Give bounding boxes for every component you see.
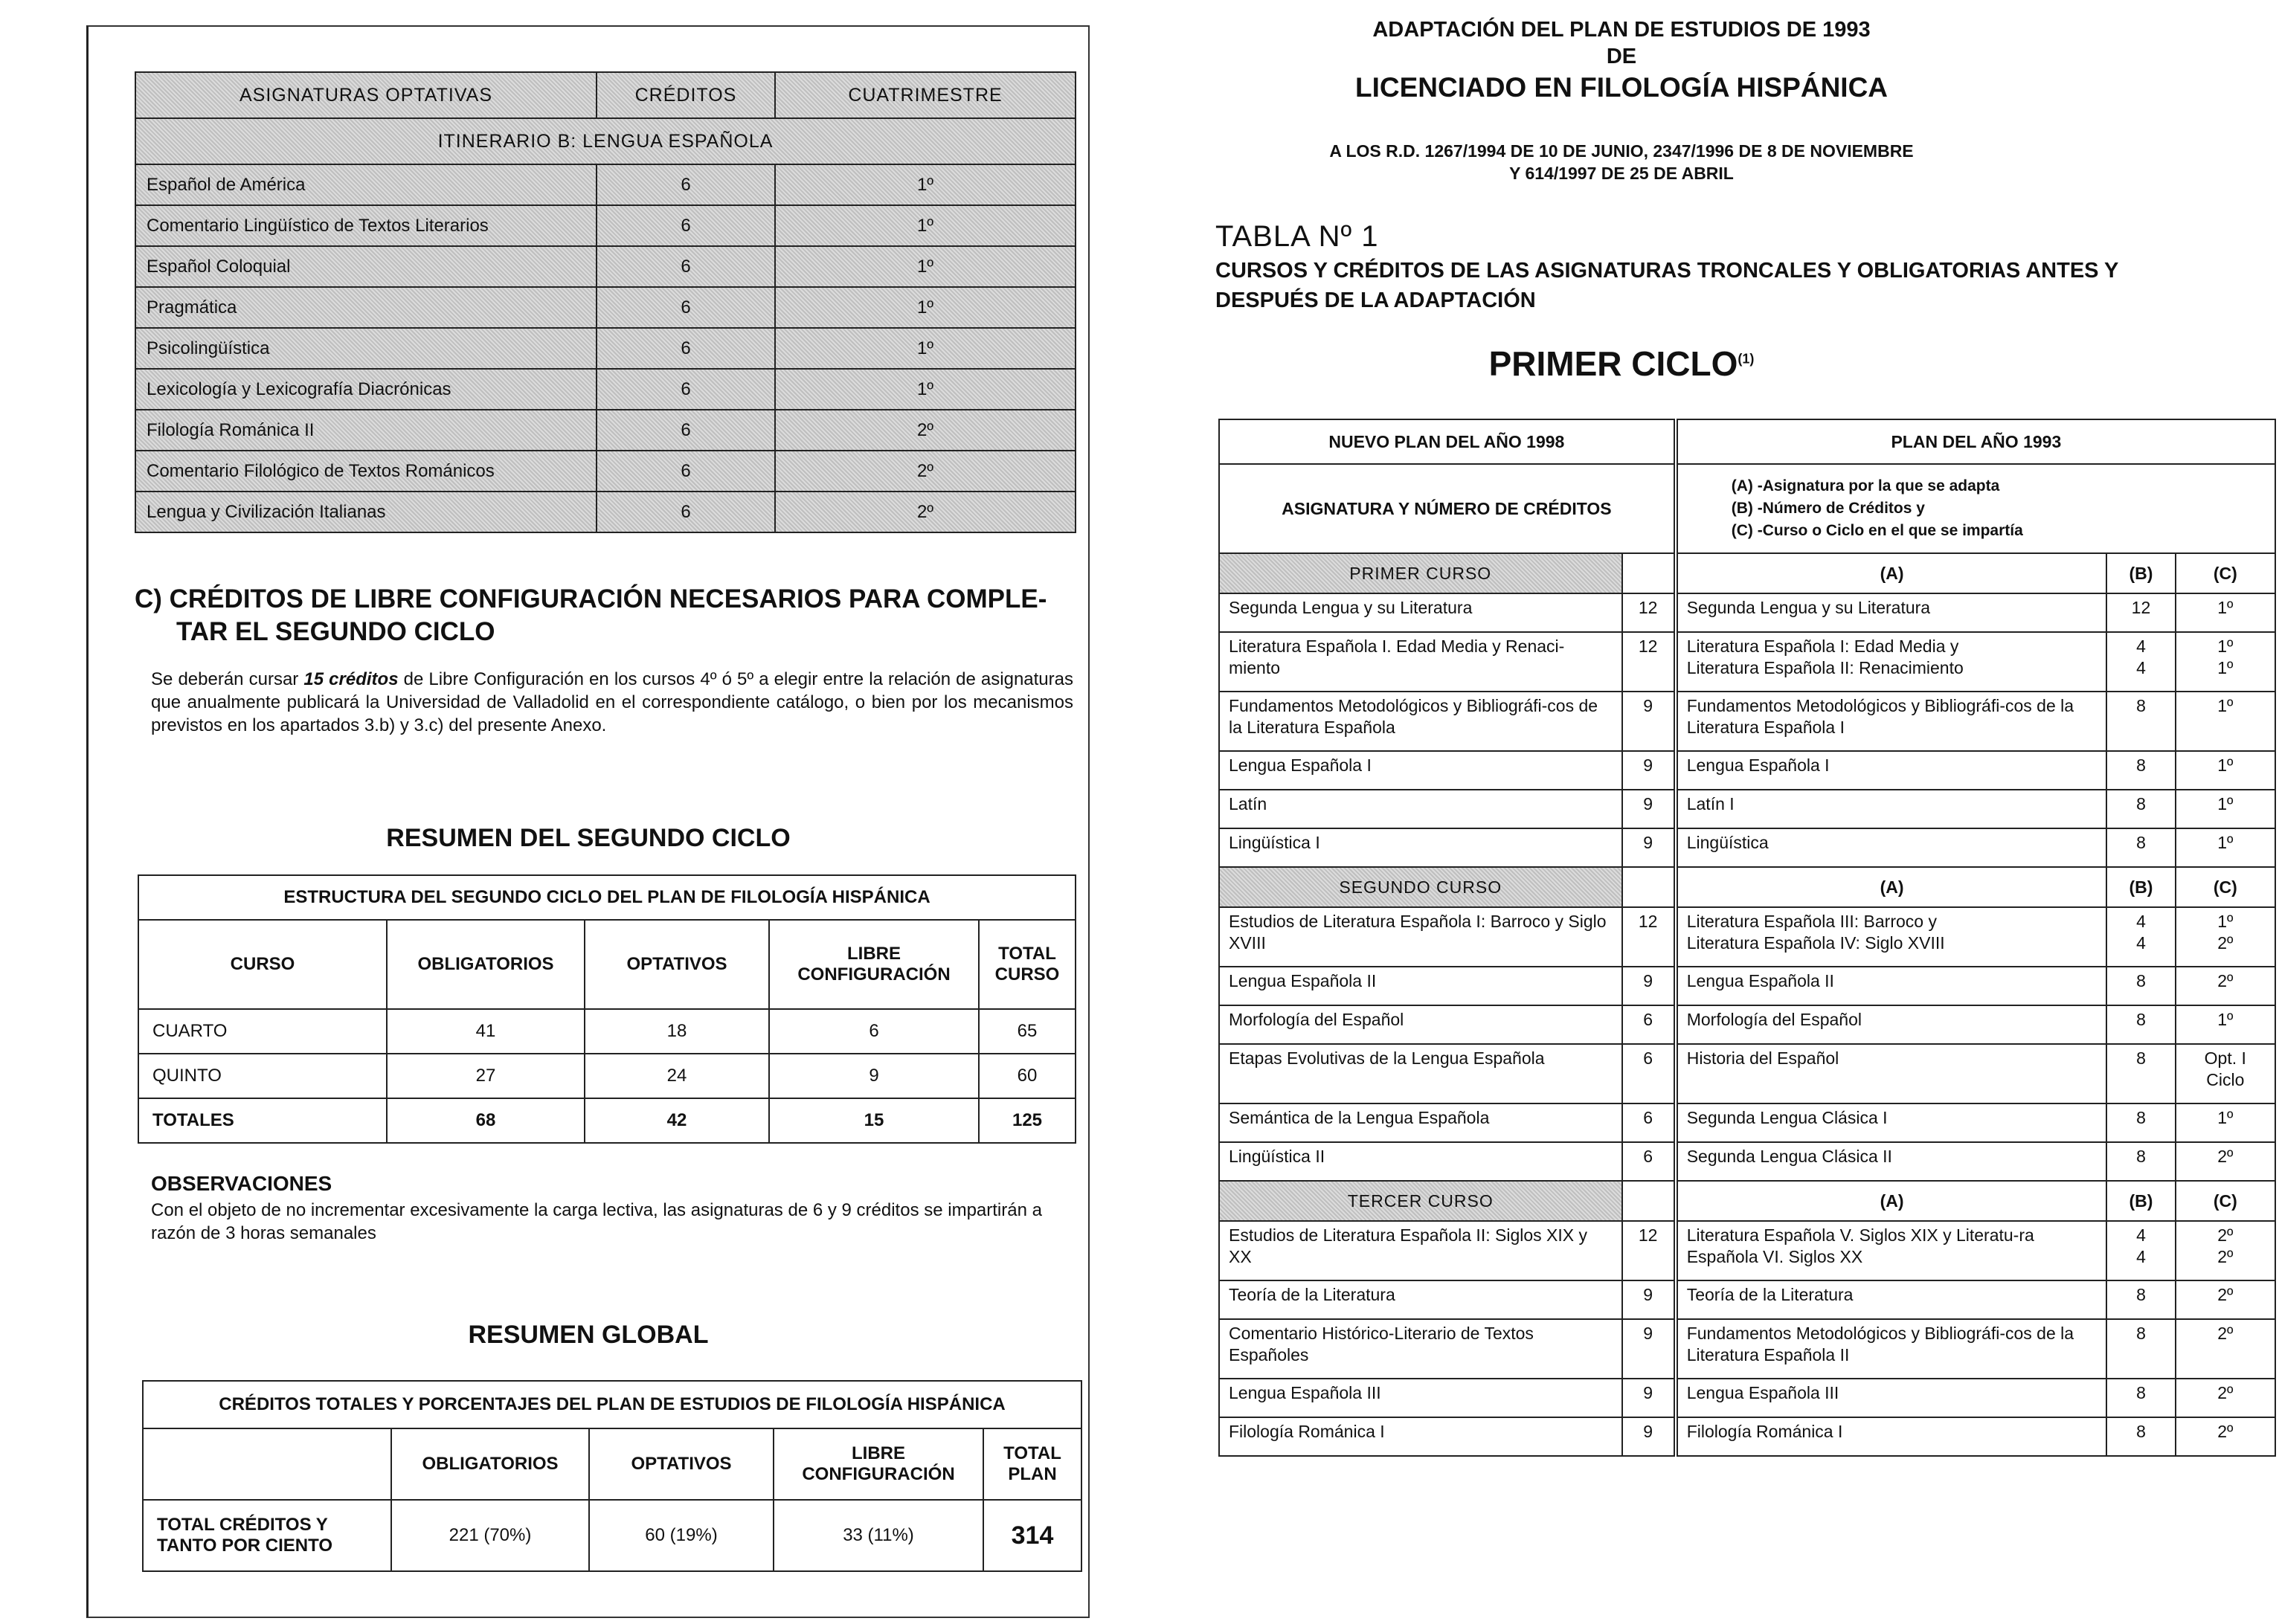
adaptation-row bbox=[1219, 1417, 2275, 1456]
curso-value: 42 bbox=[585, 1098, 769, 1143]
asignatura-1993: Lengua Española I bbox=[1676, 751, 2107, 790]
legend-b: (B) -Número de Créditos y bbox=[1731, 500, 1925, 517]
paragraph-emphasis: 15 créditos bbox=[303, 669, 399, 689]
legend-c: (C) -Curso o Ciclo en el que se impartía bbox=[1731, 522, 2023, 539]
header-line2: DE bbox=[1606, 45, 1637, 68]
resumen-segundo-header-row bbox=[138, 920, 1076, 1009]
creditos-nueva: 9 bbox=[1622, 967, 1676, 1005]
adaptation-row bbox=[1219, 1142, 2275, 1181]
optativa-row bbox=[135, 205, 1076, 246]
creditos-1993: 8 bbox=[2106, 1103, 2175, 1142]
creditos-1993: 8 bbox=[2106, 692, 2175, 751]
asignatura-1993: Fundamentos Metodológicos y Bibliográfi-cos de la Literatura Española II bbox=[1676, 1319, 2107, 1379]
total-obligatorios: 221 (70%) bbox=[391, 1500, 589, 1571]
col-c-header: (C) bbox=[2176, 867, 2275, 907]
total-label: TOTAL CRÉDITOS Y TANTO POR CIENTO bbox=[143, 1500, 391, 1571]
col-c-header: (C) bbox=[2176, 1181, 2275, 1221]
curso-1993: 2º 2º bbox=[2176, 1221, 2275, 1280]
adaptation-row bbox=[1219, 632, 2275, 692]
doc-header bbox=[1205, 16, 2038, 106]
asignatura-1993: Historia del Español bbox=[1676, 1044, 2107, 1103]
hdr-total-g: TOTAL PLAN bbox=[983, 1428, 1081, 1500]
itinerario-label: ITINERARIO B: LENGUA ESPAÑOLA bbox=[135, 118, 1076, 164]
creditos-1993: 8 bbox=[2106, 1142, 2175, 1181]
observaciones-title: OBSERVACIONES bbox=[151, 1172, 332, 1195]
group-name: PRIMER CURSO bbox=[1219, 553, 1622, 593]
asignatura-1993: Segunda Lengua Clásica I bbox=[1676, 1103, 2107, 1142]
section-c-paragraph bbox=[151, 668, 1073, 737]
optativa-row bbox=[135, 164, 1076, 205]
curso-value: 18 bbox=[585, 1009, 769, 1054]
asignatura-nueva: Lengua Española II bbox=[1219, 967, 1622, 1005]
creditos-nueva: 9 bbox=[1622, 1417, 1676, 1456]
adaptation-row bbox=[1219, 692, 2275, 751]
curso-1993: 1º bbox=[2176, 790, 2275, 828]
optativa-row bbox=[135, 410, 1076, 451]
asignatura-nueva: Semántica de la Lengua Española bbox=[1219, 1103, 1622, 1142]
tabla-subtitle-line1: CURSOS Y CRÉDITOS DE LAS ASIGNATURAS TRONCALES Y OBLIGATORIAS ANTES Y bbox=[1215, 259, 2119, 283]
tabla-subtitle bbox=[1215, 256, 2279, 315]
asignatura-nueva: Estudios de Literatura Española II: Siglos XIX y XX bbox=[1219, 1221, 1622, 1280]
creditos-1993: 4 4 bbox=[2106, 632, 2175, 692]
optativa-cuatrimestre: 1º bbox=[775, 328, 1076, 369]
asignatura-nueva: Estudios de Literatura Española I: Barroco y Siglo XVIII bbox=[1219, 907, 1622, 967]
adaptation-row bbox=[1219, 907, 2275, 967]
optativa-cuatrimestre: 1º bbox=[775, 205, 1076, 246]
tabla-1-body bbox=[1219, 553, 2275, 1456]
creditos-nueva: 9 bbox=[1622, 828, 1676, 867]
legend-a: (A) -Asignatura por la que se adapta bbox=[1731, 477, 2000, 494]
hdr-obligatorios-g: OBLIGATORIOS bbox=[391, 1428, 589, 1500]
creditos-1993: 8 bbox=[2106, 790, 2175, 828]
rd-line1: A LOS R.D. 1267/1994 DE 10 DE JUNIO, 2347/1996 DE 8 DE NOVIEMBRE bbox=[1329, 141, 1914, 161]
col-header-cuatrimestre: CUATRIMESTRE bbox=[775, 72, 1076, 118]
creditos-1993: 8 bbox=[2106, 751, 2175, 790]
group-spacer bbox=[1622, 553, 1676, 593]
resumen-segundo-body bbox=[138, 1009, 1076, 1143]
resumen-global-title: RESUMEN GLOBAL bbox=[468, 1321, 709, 1349]
left-page bbox=[86, 25, 1090, 1618]
ciclo-footnote: (1) bbox=[1738, 351, 1755, 367]
rd-lines bbox=[1205, 140, 2038, 184]
curso-value: 9 bbox=[769, 1054, 979, 1098]
curso-1993: Opt. I Ciclo bbox=[2176, 1044, 2275, 1103]
right-page bbox=[1205, 0, 2279, 1624]
curso-value: 65 bbox=[979, 1009, 1076, 1054]
asignatura-nueva: Morfología del Español bbox=[1219, 1005, 1622, 1044]
curso-row bbox=[138, 1098, 1076, 1143]
group-header-row bbox=[1219, 553, 2275, 593]
resumen-global-caption: CRÉDITOS TOTALES Y PORCENTAJES DEL PLAN DE ESTUDIOS DE FILOLOGÍA HISPÁNICA bbox=[143, 1381, 1081, 1428]
curso-value: 125 bbox=[979, 1098, 1076, 1143]
asignatura-nueva: Lingüística II bbox=[1219, 1142, 1622, 1181]
optativa-creditos: 6 bbox=[597, 164, 775, 205]
curso-1993: 1º bbox=[2176, 692, 2275, 751]
resumen-segundo-title: RESUMEN DEL SEGUNDO CICLO bbox=[386, 824, 791, 852]
optativa-creditos: 6 bbox=[597, 328, 775, 369]
optativa-cuatrimestre: 2º bbox=[775, 410, 1076, 451]
optativa-name: Comentario Lingüístico de Textos Literarios bbox=[135, 205, 597, 246]
optativa-name: Lexicología y Lexicografía Diacrónicas bbox=[135, 369, 597, 410]
resumen-segundo-table bbox=[138, 874, 1076, 1144]
resumen-global-row bbox=[143, 1500, 1081, 1571]
optativa-creditos: 6 bbox=[597, 410, 775, 451]
optativas-body bbox=[135, 164, 1076, 532]
adaptation-row bbox=[1219, 751, 2275, 790]
curso-1993: 2º bbox=[2176, 1319, 2275, 1379]
optativa-row bbox=[135, 369, 1076, 410]
optativa-row bbox=[135, 328, 1076, 369]
optativas-header-row bbox=[135, 72, 1076, 118]
section-c-title bbox=[135, 583, 1072, 648]
asignatura-1993: Literatura Española III: Barroco y Literatura Española IV: Siglo XVIII bbox=[1676, 907, 2107, 967]
curso-1993: 1º bbox=[2176, 751, 2275, 790]
optativa-name: Filología Románica II bbox=[135, 410, 597, 451]
asignatura-nueva: Lingüística I bbox=[1219, 828, 1622, 867]
curso-1993: 1º 1º bbox=[2176, 632, 2275, 692]
curso-1993: 1º bbox=[2176, 1103, 2275, 1142]
adaptation-row bbox=[1219, 593, 2275, 632]
curso-1993: 2º bbox=[2176, 967, 2275, 1005]
hdr-optativos-g: OPTATIVOS bbox=[589, 1428, 774, 1500]
resumen-segundo-caption: ESTRUCTURA DEL SEGUNDO CICLO DEL PLAN DE FILOLOGÍA HISPÁNICA bbox=[138, 875, 1076, 920]
tabla-1 bbox=[1218, 419, 2276, 1457]
creditos-1993: 8 bbox=[2106, 828, 2175, 867]
optativa-name: Comentario Filológico de Textos Románicos bbox=[135, 451, 597, 492]
creditos-nueva: 6 bbox=[1622, 1103, 1676, 1142]
creditos-nueva: 6 bbox=[1622, 1142, 1676, 1181]
asignatura-nueva: Comentario Histórico-Literario de Textos Españoles bbox=[1219, 1319, 1622, 1379]
total-plan: 314 bbox=[983, 1500, 1081, 1571]
adaptation-row bbox=[1219, 1319, 2275, 1379]
tabla-title: TABLA Nº 1 bbox=[1215, 220, 1379, 253]
hdr-optativos: OPTATIVOS bbox=[585, 920, 769, 1009]
col-header-creditos: CRÉDITOS bbox=[597, 72, 775, 118]
adaptation-row bbox=[1219, 1221, 2275, 1280]
group-header-row bbox=[1219, 1181, 2275, 1221]
header-line3: LICENCIADO EN FILOLOGÍA HISPÁNICA bbox=[1354, 72, 1889, 103]
adaptation-row bbox=[1219, 967, 2275, 1005]
creditos-nueva: 9 bbox=[1622, 692, 1676, 751]
ciclo-text: PRIMER CICLO bbox=[1488, 344, 1738, 383]
asignatura-nueva: Literatura Española I. Edad Media y Renaci-miento bbox=[1219, 632, 1622, 692]
optativas-table bbox=[135, 71, 1076, 533]
nuevo-plan-header: NUEVO PLAN DEL AÑO 1998 bbox=[1219, 419, 1676, 464]
creditos-nueva: 9 bbox=[1622, 1319, 1676, 1379]
section-c-title-line1: C) CRÉDITOS DE LIBRE CONFIGURACIÓN NECESARIOS PARA COMPLE- bbox=[135, 584, 1047, 613]
asignatura-1993: Literatura Española I: Edad Media y Literatura Española II: Renacimiento bbox=[1676, 632, 2107, 692]
creditos-nueva: 12 bbox=[1622, 907, 1676, 967]
group-header-row bbox=[1219, 867, 2275, 907]
observaciones-text: Con el objeto de no incrementar excesivamente la carga lectiva, las asignaturas de 6 y 9 créditos se impartirán a razón de 3 horas semanales bbox=[151, 1200, 1042, 1243]
creditos-1993: 8 bbox=[2106, 1005, 2175, 1044]
creditos-nueva: 9 bbox=[1622, 1379, 1676, 1417]
curso-1993: 1º bbox=[2176, 828, 2275, 867]
asignatura-1993: Lengua Española II bbox=[1676, 967, 2107, 1005]
asignatura-1993: Latín I bbox=[1676, 790, 2107, 828]
observaciones-block bbox=[151, 1172, 1073, 1245]
resumen-global-table bbox=[142, 1380, 1082, 1572]
asignatura-1993: Filología Románica I bbox=[1676, 1417, 2107, 1456]
hdr-empty bbox=[143, 1428, 391, 1500]
optativa-name: Lengua y Civilización Italianas bbox=[135, 492, 597, 532]
rd-line2: Y 614/1997 DE 25 DE ABRIL bbox=[1509, 164, 1734, 183]
creditos-1993: 8 bbox=[2106, 1044, 2175, 1103]
curso-row bbox=[138, 1054, 1076, 1098]
curso-1993: 1º bbox=[2176, 593, 2275, 632]
col-a-header: (A) bbox=[1676, 553, 2107, 593]
curso-row bbox=[138, 1009, 1076, 1054]
creditos-nueva: 9 bbox=[1622, 1280, 1676, 1319]
adaptation-row bbox=[1219, 828, 2275, 867]
creditos-1993: 8 bbox=[2106, 1319, 2175, 1379]
plan-header-row bbox=[1219, 419, 2275, 464]
creditos-nueva: 12 bbox=[1622, 632, 1676, 692]
optativa-cuatrimestre: 2º bbox=[775, 492, 1076, 532]
creditos-1993: 12 bbox=[2106, 593, 2175, 632]
curso-value: 27 bbox=[387, 1054, 585, 1098]
adaptation-row bbox=[1219, 1280, 2275, 1319]
optativa-name: Pragmática bbox=[135, 287, 597, 328]
creditos-nueva: 6 bbox=[1622, 1005, 1676, 1044]
optativa-row bbox=[135, 246, 1076, 287]
curso-value: 68 bbox=[387, 1098, 585, 1143]
asignatura-1993: Morfología del Español bbox=[1676, 1005, 2107, 1044]
col-b-header: (B) bbox=[2106, 553, 2175, 593]
optativa-name: Español de América bbox=[135, 164, 597, 205]
col-b-header: (B) bbox=[2106, 1181, 2175, 1221]
optativa-row bbox=[135, 287, 1076, 328]
asignatura-nueva: Lengua Española III bbox=[1219, 1379, 1622, 1417]
optativa-creditos: 6 bbox=[597, 369, 775, 410]
header-line1: ADAPTACIÓN DEL PLAN DE ESTUDIOS DE 1993 bbox=[1372, 18, 1871, 42]
creditos-1993: 8 bbox=[2106, 1280, 2175, 1319]
col-a-header: (A) bbox=[1676, 1181, 2107, 1221]
ciclo-title bbox=[1205, 344, 2038, 384]
tabla-subtitle-line2: DESPUÉS DE LA ADAPTACIÓN bbox=[1215, 289, 1536, 312]
adaptation-row bbox=[1219, 1103, 2275, 1142]
hdr-libre: LIBRE CONFIGURACIÓN bbox=[769, 920, 979, 1009]
creditos-1993: 8 bbox=[2106, 967, 2175, 1005]
col-b-header: (B) bbox=[2106, 867, 2175, 907]
asignatura-1993: Teoría de la Literatura bbox=[1676, 1280, 2107, 1319]
creditos-nueva: 12 bbox=[1622, 593, 1676, 632]
optativa-cuatrimestre: 1º bbox=[775, 164, 1076, 205]
optativa-row bbox=[135, 492, 1076, 532]
legend-row bbox=[1219, 464, 2275, 553]
asignatura-nueva: Etapas Evolutivas de la Lengua Española bbox=[1219, 1044, 1622, 1103]
asignatura-1993: Literatura Española V. Siglos XIX y Literatu-ra Española VI. Siglos XX bbox=[1676, 1221, 2107, 1280]
optativa-creditos: 6 bbox=[597, 287, 775, 328]
total-libre: 33 (11%) bbox=[774, 1500, 983, 1571]
optativa-name: Psicolingüística bbox=[135, 328, 597, 369]
hdr-curso: CURSO bbox=[138, 920, 387, 1009]
curso-1993: 1º bbox=[2176, 1005, 2275, 1044]
plan-1993-header: PLAN DEL AÑO 1993 bbox=[1676, 419, 2275, 464]
curso-1993: 2º bbox=[2176, 1280, 2275, 1319]
asignatura-nueva: Lengua Española I bbox=[1219, 751, 1622, 790]
asignatura-nueva: Segunda Lengua y su Literatura bbox=[1219, 593, 1622, 632]
curso-1993: 2º bbox=[2176, 1142, 2275, 1181]
adaptation-row bbox=[1219, 1044, 2275, 1103]
asignatura-1993: Lingüística bbox=[1676, 828, 2107, 867]
optativa-cuatrimestre: 1º bbox=[775, 246, 1076, 287]
curso-value: 6 bbox=[769, 1009, 979, 1054]
curso-value: 41 bbox=[387, 1009, 585, 1054]
creditos-1993: 8 bbox=[2106, 1417, 2175, 1456]
group-name: SEGUNDO CURSO bbox=[1219, 867, 1622, 907]
col-header-asignaturas: ASIGNATURAS OPTATIVAS bbox=[135, 72, 597, 118]
creditos-nueva: 9 bbox=[1622, 790, 1676, 828]
asignatura-nueva: Teoría de la Literatura bbox=[1219, 1280, 1622, 1319]
adaptation-row bbox=[1219, 1379, 2275, 1417]
optativa-creditos: 6 bbox=[597, 246, 775, 287]
creditos-nueva: 9 bbox=[1622, 751, 1676, 790]
legend-cell bbox=[1676, 464, 2275, 553]
asignatura-1993: Lengua Española III bbox=[1676, 1379, 2107, 1417]
col-c-header: (C) bbox=[2176, 553, 2275, 593]
section-c-title-line2: TAR EL SEGUNDO CICLO bbox=[176, 617, 495, 646]
hdr-libre-g: LIBRE CONFIGURACIÓN bbox=[774, 1428, 983, 1500]
asignatura-1993: Segunda Lengua y su Literatura bbox=[1676, 593, 2107, 632]
curso-name: TOTALES bbox=[138, 1098, 387, 1143]
creditos-1993: 4 4 bbox=[2106, 907, 2175, 967]
total-optativos: 60 (19%) bbox=[589, 1500, 774, 1571]
creditos-1993: 8 bbox=[2106, 1379, 2175, 1417]
curso-value: 15 bbox=[769, 1098, 979, 1143]
hdr-obligatorios: OBLIGATORIOS bbox=[387, 920, 585, 1009]
curso-name: CUARTO bbox=[138, 1009, 387, 1054]
adaptation-row bbox=[1219, 1005, 2275, 1044]
curso-name: QUINTO bbox=[138, 1054, 387, 1098]
group-spacer bbox=[1622, 867, 1676, 907]
itinerario-row bbox=[135, 118, 1076, 164]
group-name: TERCER CURSO bbox=[1219, 1181, 1622, 1221]
creditos-1993: 4 4 bbox=[2106, 1221, 2175, 1280]
optativa-creditos: 6 bbox=[597, 451, 775, 492]
creditos-nueva: 6 bbox=[1622, 1044, 1676, 1103]
optativa-name: Español Coloquial bbox=[135, 246, 597, 287]
optativa-cuatrimestre: 1º bbox=[775, 287, 1076, 328]
optativa-creditos: 6 bbox=[597, 205, 775, 246]
creditos-nueva: 12 bbox=[1622, 1221, 1676, 1280]
optativa-creditos: 6 bbox=[597, 492, 775, 532]
adaptation-row bbox=[1219, 790, 2275, 828]
curso-1993: 1º 2º bbox=[2176, 907, 2275, 967]
curso-1993: 2º bbox=[2176, 1417, 2275, 1456]
optativa-row bbox=[135, 451, 1076, 492]
curso-1993: 2º bbox=[2176, 1379, 2275, 1417]
asignatura-1993: Segunda Lengua Clásica II bbox=[1676, 1142, 2107, 1181]
optativa-cuatrimestre: 1º bbox=[775, 369, 1076, 410]
resumen-global-header-row bbox=[143, 1428, 1081, 1500]
col-a-header: (A) bbox=[1676, 867, 2107, 907]
optativa-cuatrimestre: 2º bbox=[775, 451, 1076, 492]
paragraph-text-start: Se deberán cursar bbox=[151, 669, 304, 689]
group-spacer bbox=[1622, 1181, 1676, 1221]
asignatura-nueva: Latín bbox=[1219, 790, 1622, 828]
asignatura-nueva: Fundamentos Metodológicos y Bibliográfi-cos de la Literatura Española bbox=[1219, 692, 1622, 751]
curso-value: 60 bbox=[979, 1054, 1076, 1098]
asignatura-1993: Fundamentos Metodológicos y Bibliográfi-cos de la Literatura Española I bbox=[1676, 692, 2107, 751]
hdr-total: TOTAL CURSO bbox=[979, 920, 1076, 1009]
asignatura-numero-header: ASIGNATURA Y NÚMERO DE CRÉDITOS bbox=[1219, 464, 1676, 553]
curso-value: 24 bbox=[585, 1054, 769, 1098]
paragraph-text-end: de Libre Configuración en los cursos 4º ó 5º a elegir entre la relación de asignaturas que anualmente publicará la Universidad de Valladolid en el correspondiente catálogo, o bien por los mecanismos previstos en los apartados 3.b) y 3.c) del presente Anexo. bbox=[151, 669, 1073, 735]
asignatura-nueva: Filología Románica I bbox=[1219, 1417, 1622, 1456]
